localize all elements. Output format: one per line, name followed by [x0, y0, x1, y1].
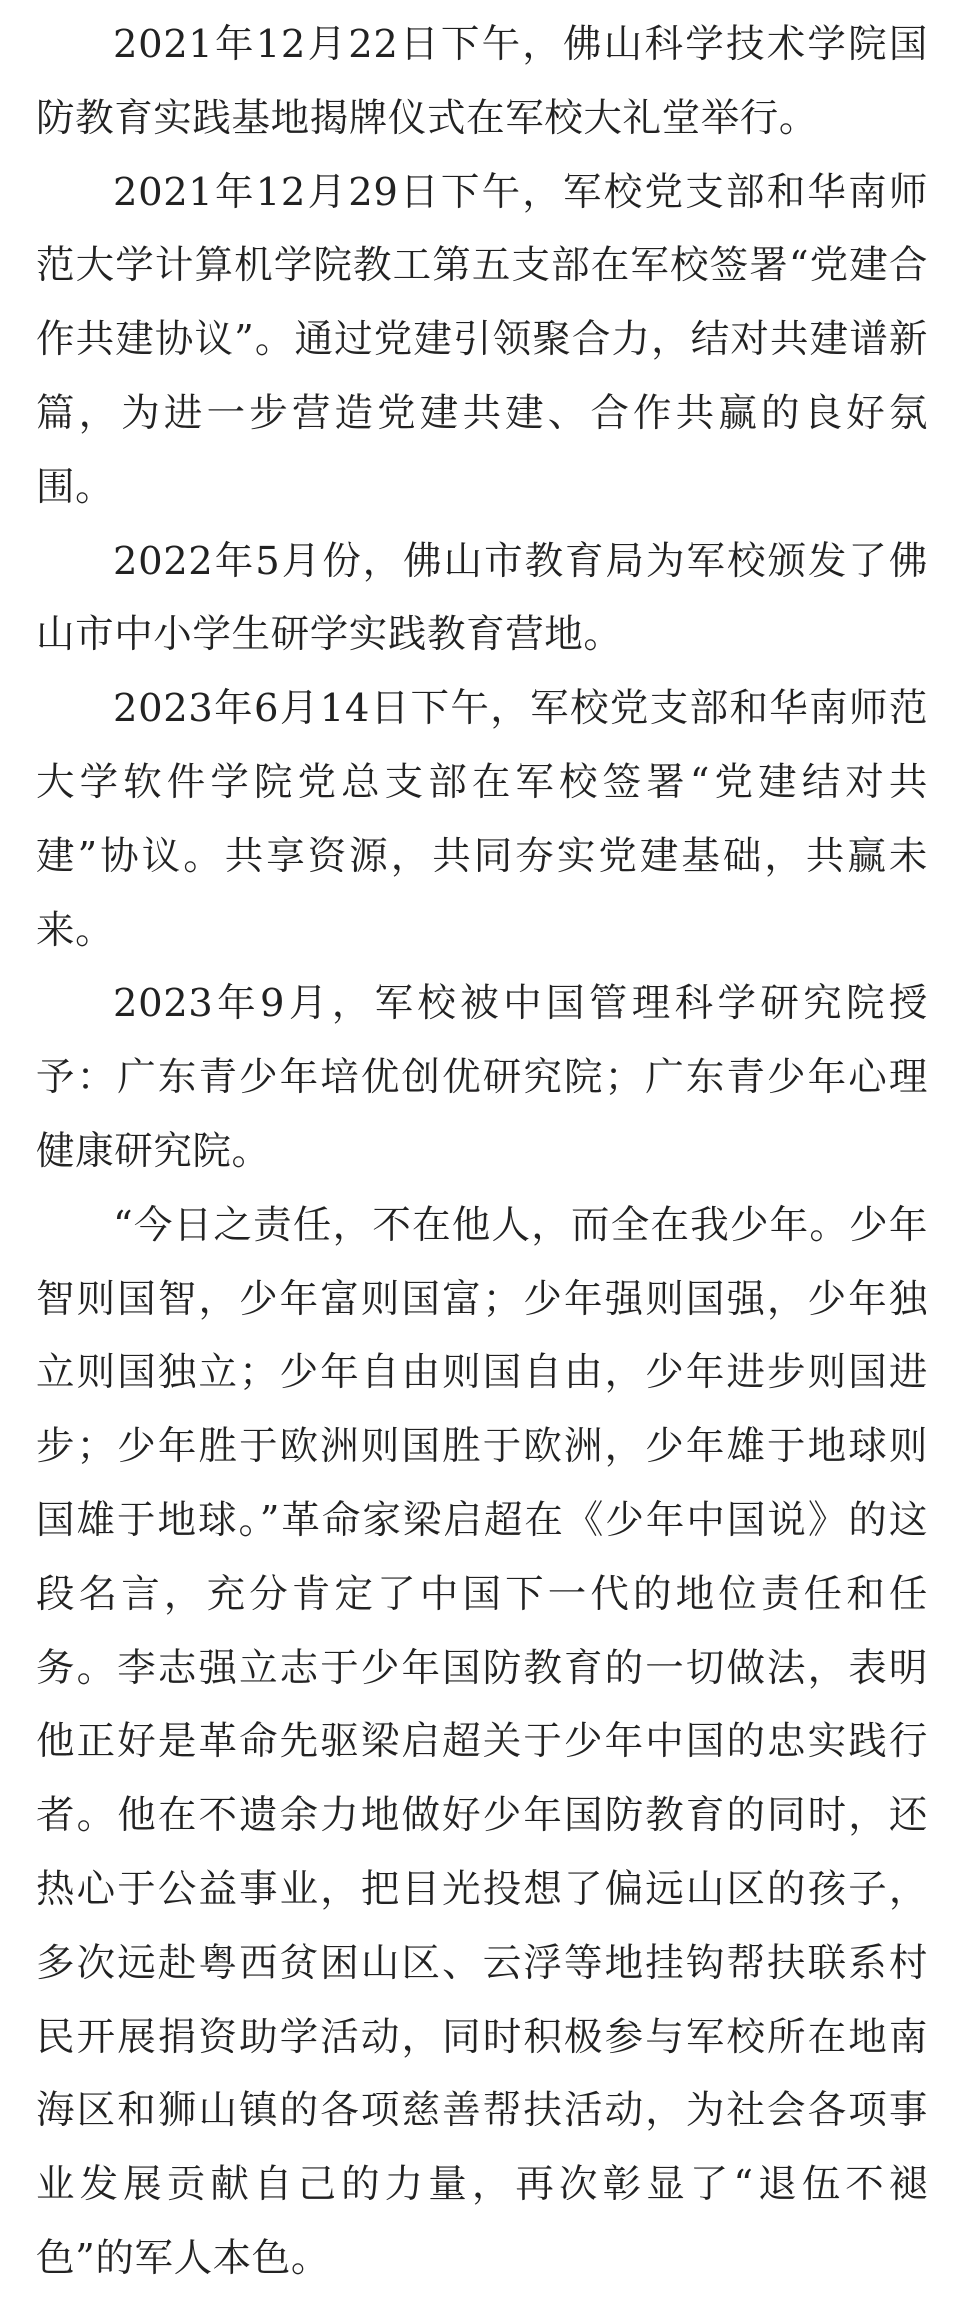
- paragraph-base-unveiling: 2021年12月22日下午，佛山科学技术学院国防教育实践基地揭牌仪式在军校大礼堂举行。: [36, 22, 928, 141]
- article-body: [36, 8, 928, 2296]
- paragraph-party-cooperation-2021: 2021年12月29日下午，军校党支部和华南师范大学计算机学院教工第五支部在军校签署“党建合作共建协议”。通过党建引领聚合力，结对共建谱新篇，为进一步营造党建共建、合作共赢的良好氛围。: [36, 169, 928, 510]
- paragraph-youth-china-quote: “今日之责任，不在他人，而全在我少年。少年智则国智，少年富则国富；少年强则国强，少年独立则国独立；少年自由则国自由，少年进步则国进步；少年胜于欧洲则国胜于欧洲，少年雄于地球则国雄于地球。”革命家梁启超在《少年中国说》的这段名言，充分肯定了中国下一代的地位责任和任务。李志强立志于少年国防教育的一切做法，表明他正好是革命先驱梁启超关于少年中国的忠实践行者。他在不遗余力地做好少年国防教育的同时，还热心于公益事业，把目光投想了偏远山区的孩子，多次远赴粤西贫困山区、云浮等地挂钩帮扶联系村民开展捐资助学活动，同时积极参与军校所在地南海区和狮山镇的各项慈善帮扶活动，为社会各项事业发展贡献自己的力量，再次彰显了“退伍不褪色”的军人本色。: [36, 1202, 928, 2281]
- paragraph-research-institute-2023: 2023年9月，军校被中国管理科学研究院授予：广东青少年培优创优研究院；广东青少年心理健康研究院。: [36, 981, 928, 1174]
- paragraph-party-cooperation-2023: 2023年6月14日下午，军校党支部和华南师范大学软件学院党总支部在军校签署“党建结对共建”协议。共享资源，共同夯实党建基础，共赢未来。: [36, 686, 928, 953]
- paragraph-study-camp-2022: 2022年5月份，佛山市教育局为军校颁发了佛山市中小学生研学实践教育营地。: [36, 538, 928, 658]
